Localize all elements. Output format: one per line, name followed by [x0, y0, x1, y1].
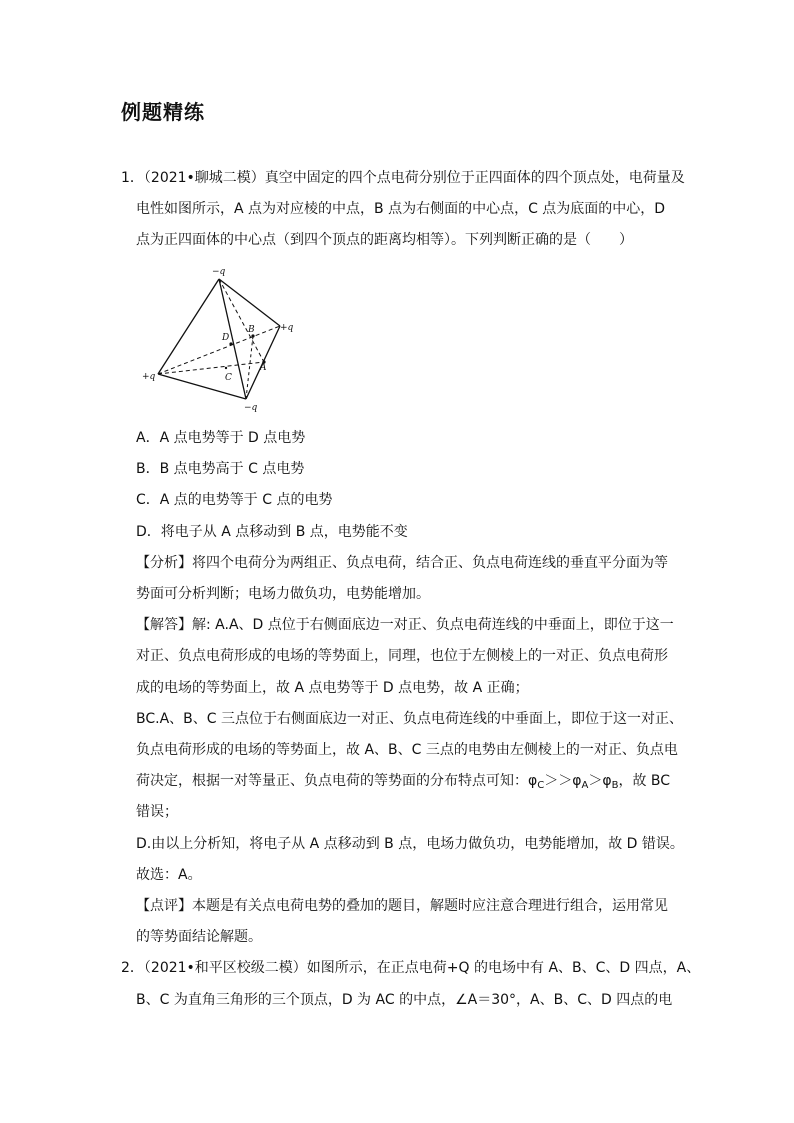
- label-top-charge: −q: [212, 267, 226, 277]
- question-2-line-1: 2．（2021•和平区校级二模）如图所示，在正点电荷+Q 的电场中有 A、B、C、D 四点，A、: [121, 960, 701, 976]
- potential-comparison: $\varphi_C>>\varphi_A>\varphi_B$，故 BC: [528, 773, 671, 791]
- question-1-line-2: 电性如图所示，A 点为对应棱的中点，B 点为右侧面的中心点，C 点为底面的中心，D: [136, 201, 666, 217]
- option-D: D．将电子从 A 点移动到 B 点，电势能不变: [136, 524, 408, 540]
- solution-line-1: 【解答】解: A.A、D 点位于右侧面底边一对正、负点电荷连线的中垂面上，即位于这一: [136, 617, 674, 633]
- label-right-charge: +q: [280, 323, 294, 333]
- edge-left-bottom: [158, 374, 246, 399]
- label-C: C: [225, 373, 232, 383]
- solution-line-3: 成的电场的等势面上，故 A 点电势等于 D 点电势，故 A 正确；: [136, 680, 529, 696]
- label-A: A: [260, 363, 267, 373]
- option-C: C．A 点的电势等于 C 点的电势: [136, 492, 333, 508]
- question-2-line-2: B、C 为直角三角形的三个顶点，D 为 AC 的中点，∠A＝30°，A、B、C、D 四点的电: [136, 992, 673, 1008]
- dashed-top-to-A: [219, 279, 264, 362]
- analysis-line-2: 势面可分析判断；电场力做负功，电势能增加。: [136, 586, 430, 602]
- solution-line-6-text: 荷决定，根据一对等量正、负点电荷的等势面的分布特点可知：: [136, 773, 528, 789]
- label-left-charge: +q: [142, 372, 156, 382]
- solution-line-5: 负点电荷形成的电场的等势面上，故 A、B、C 三点的电势由左侧棱上的一对正、负点电: [136, 742, 678, 758]
- tetrahedron-figure: [140, 264, 300, 414]
- question-1-line-3: 点为正四面体的中心点（到四个顶点的距离均相等）。下列判断正确的是（ ）: [136, 232, 633, 248]
- solution-line-9: 故选：A。: [136, 867, 202, 883]
- review-line-1: 【点评】本题是有关点电荷电势的叠加的题目，解题时应注意合理进行组合，运用常见: [136, 898, 668, 914]
- solution-line-7: 错误；: [136, 804, 178, 820]
- question-1-line-1: 1．（2021•聊城二模）真空中固定的四个点电荷分别位于正四面体的四个顶点处，电荷量及: [121, 170, 685, 186]
- dashed-bottom-to-B: [246, 336, 253, 399]
- analysis-line-1: 【分析】将四个电荷分为两组正、负点电荷，结合正、负点电荷连线的垂直平分面为等: [136, 555, 668, 571]
- point-D: [229, 342, 232, 345]
- solution-line-6: [136, 771, 670, 796]
- label-bottom-charge: −q: [244, 403, 258, 413]
- tetrahedron-diagram: [140, 264, 300, 414]
- solution-line-8: D.由以上分析知，将电子从 A 点移动到 B 点，电场力做负功，电势能增加，故 D 错误。: [136, 836, 684, 852]
- option-B: B．B 点电势高于 C 点电势: [136, 461, 305, 477]
- label-D: D: [222, 333, 230, 343]
- review-line-2: 的等势面结论解题。: [136, 929, 262, 945]
- solution-line-4: BC.A、B、C 三点位于右侧面底边一对正、负点电荷连线的中垂面上，即位于这一对正、: [136, 711, 683, 727]
- section-heading: 例题精练: [121, 100, 205, 124]
- edge-top-left: [158, 279, 219, 374]
- point-C: [225, 367, 227, 369]
- option-A: A．A 点电势等于 D 点电势: [136, 430, 306, 446]
- solution-line-2: 对正、负点电荷形成的电场的等势面上，同理，也位于左侧棱上的一对正、负点电荷形: [136, 648, 668, 664]
- label-B: B: [248, 325, 255, 335]
